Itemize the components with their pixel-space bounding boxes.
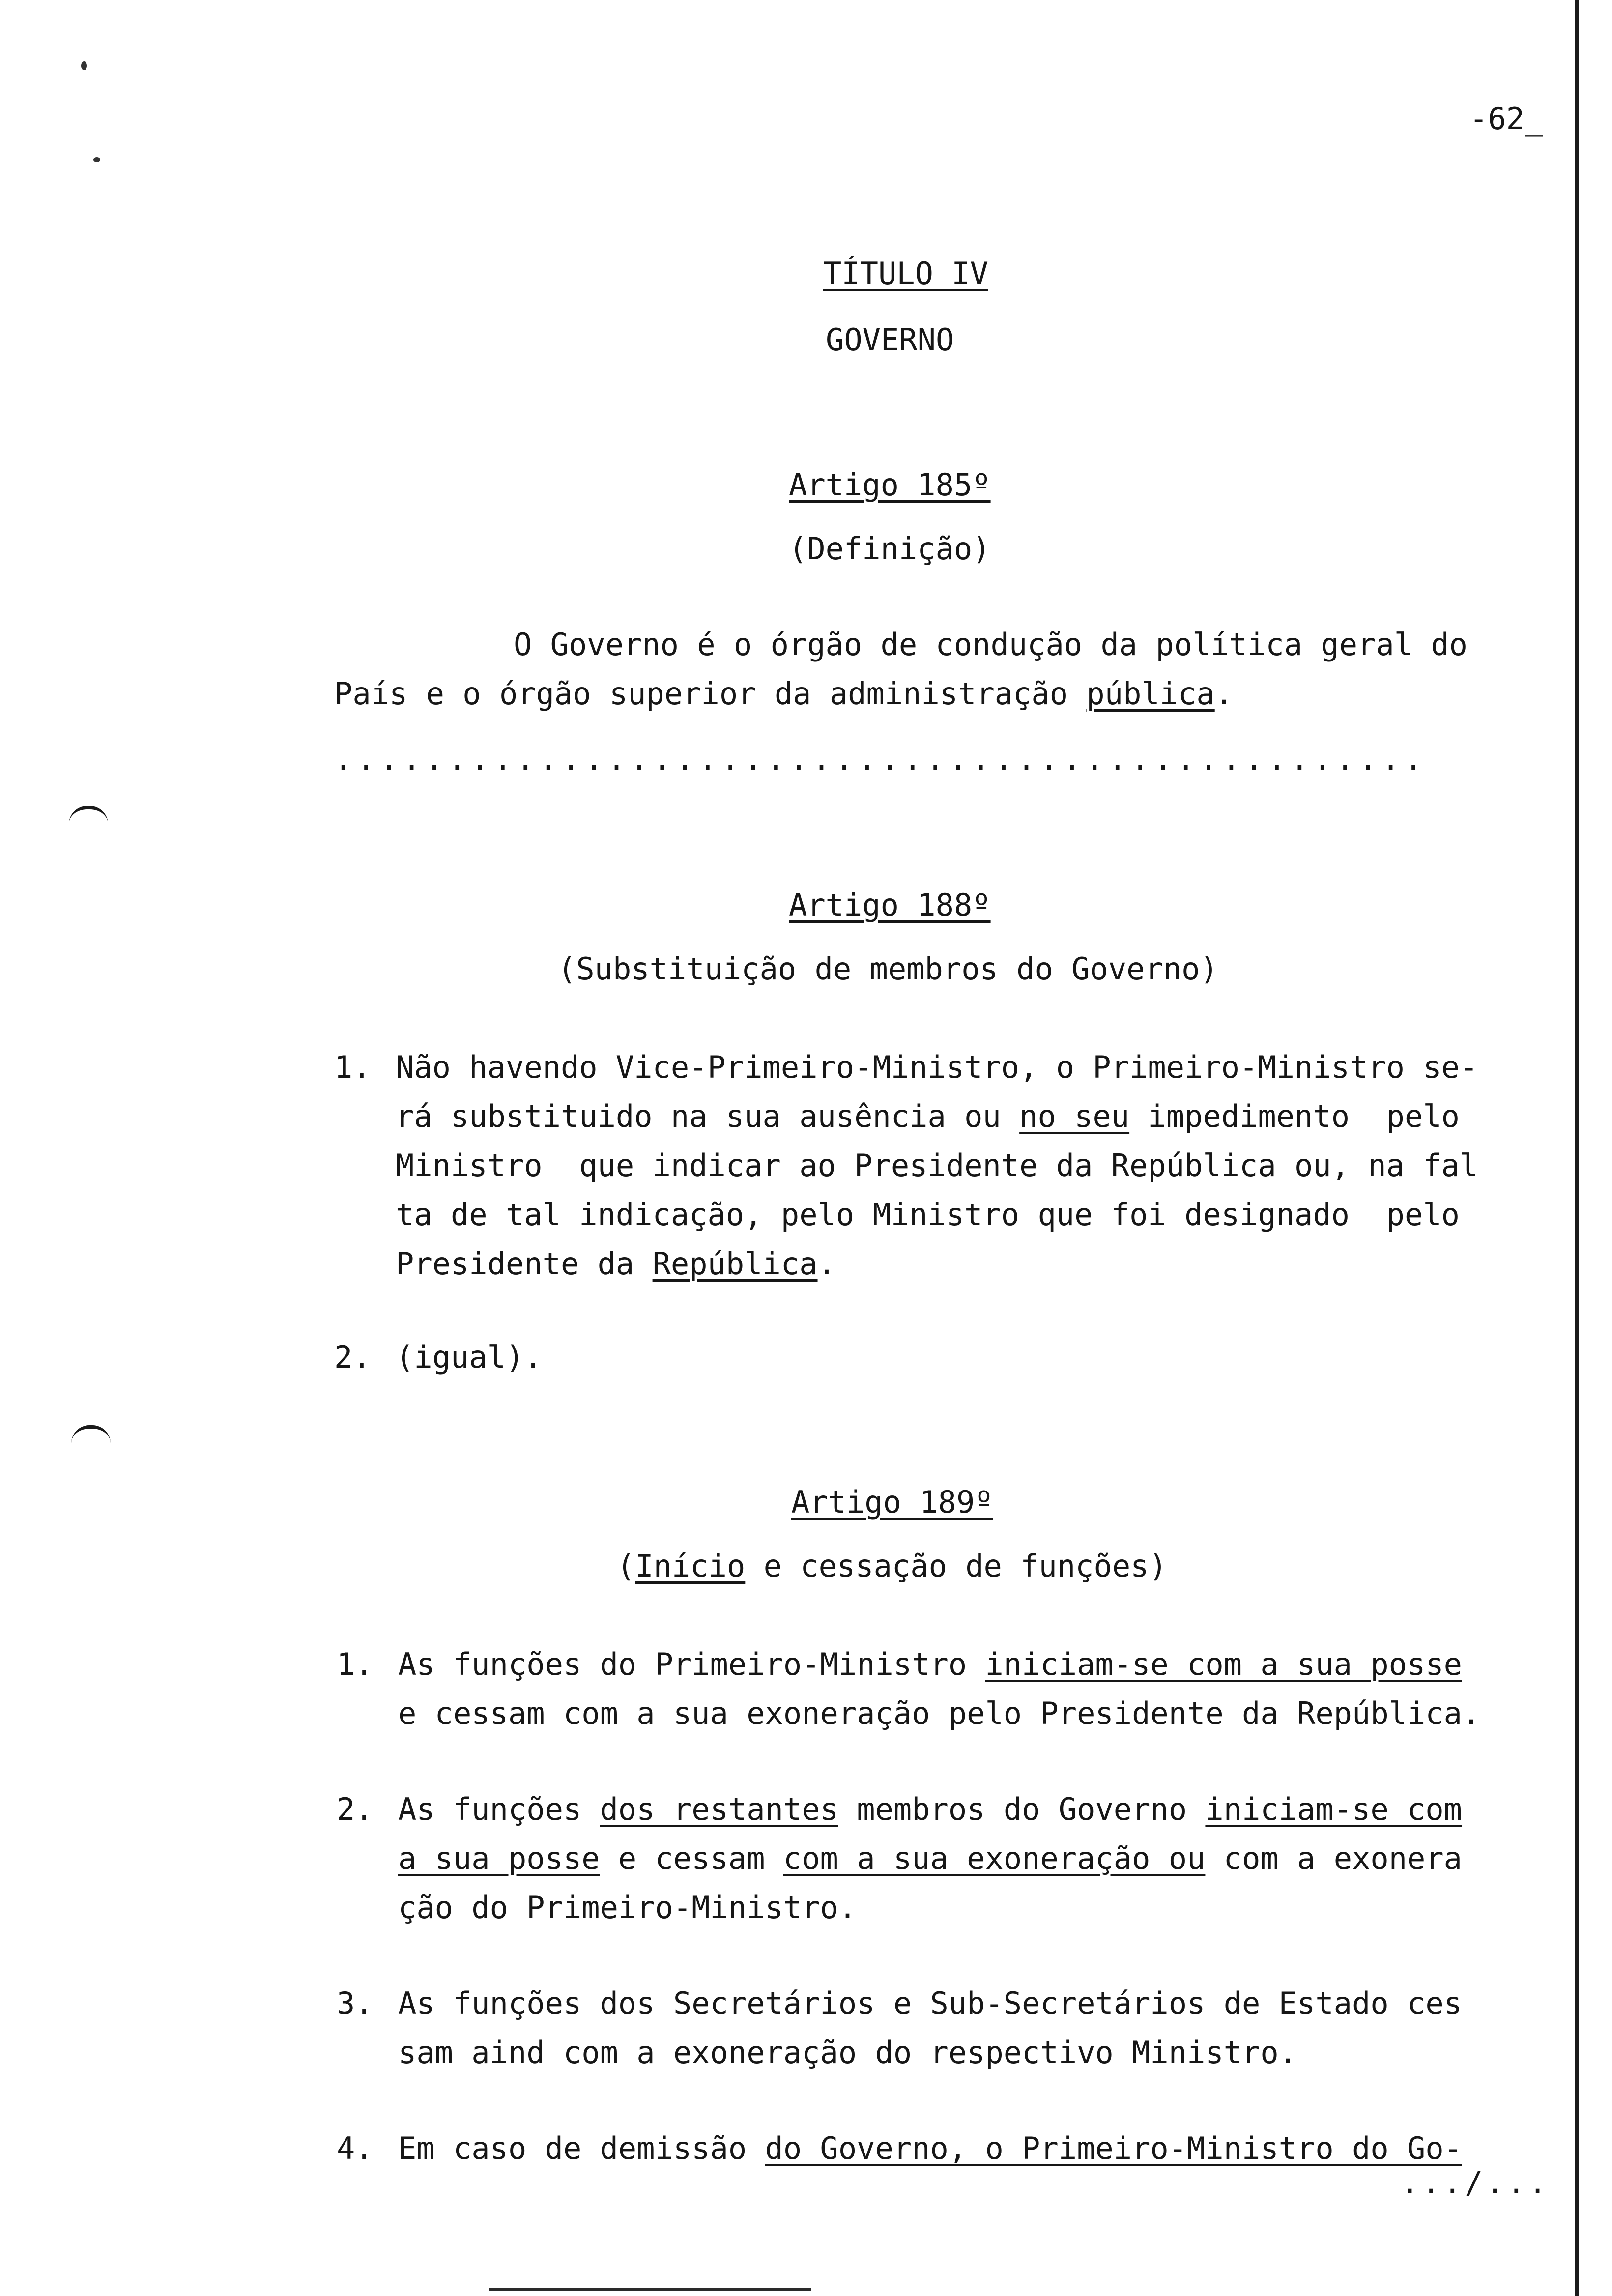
article-189-item-line: a sua posse e cessam com a sua exoneração ou com a exonera — [398, 1840, 1463, 1876]
article-189-item-line: As funções do Primeiro-Ministro iniciam-se com a sua posse — [398, 1646, 1462, 1682]
article-189-item-line: As funções dos restantes membros do Governo iniciam-se com — [398, 1791, 1463, 1827]
article-189-item-line: e cessam com a sua exoneração pelo Presidente da República. — [398, 1695, 1481, 1731]
article-189-item-line: As funções dos Secretários e Sub-Secretários de Estado ces — [398, 1985, 1462, 2021]
page-edge-rule — [1575, 0, 1579, 2296]
article-188-item-line: rá substituido na sua ausência ou no seu impedimento pelo — [396, 1098, 1460, 1134]
article-188-item-line: Não havendo Vice-Primeiro-Ministro, o Primeiro-Ministro se- — [396, 1049, 1478, 1085]
margin-scan-mark — [69, 806, 108, 824]
article-188-item-line: Ministro que indicar ao Presidente da República ou, na fal — [396, 1148, 1478, 1183]
article-188-item-number: 1. — [334, 1049, 371, 1085]
article-189-item-line: Em caso de demissão do Governo, o Primeiro-Ministro do Go- — [398, 2130, 1462, 2166]
margin-scan-mark — [71, 1425, 111, 1443]
bottom-scan-line — [489, 2288, 811, 2291]
article-189-item-number: 3. — [337, 1985, 374, 2021]
omission-dots: ................................................ — [334, 741, 1427, 777]
article-189-subtitle: (Início e cessação de funções) — [617, 1548, 1167, 1584]
article-185-subtitle: (Definição) — [789, 531, 991, 567]
article-189-item-line: ção do Primeiro-Ministro. — [398, 1890, 857, 1925]
article-189-item-number: 2. — [337, 1791, 374, 1827]
article-189-item-line: sam aind com a exoneração do respectivo Ministro. — [398, 2035, 1297, 2070]
article-188-item-line: ta de tal indicação, pelo Ministro que foi designado pelo — [396, 1197, 1460, 1233]
title-subheading: GOVERNO — [826, 322, 954, 358]
article-188-item-line: Presidente da República. — [396, 1246, 836, 1282]
article-185-heading: Artigo 185º — [789, 467, 991, 503]
article-188-heading: Artigo 188º — [789, 887, 991, 923]
page-number: -62_ — [1469, 101, 1543, 137]
article-188-subtitle: (Substituição de membros do Governo) — [558, 951, 1218, 987]
article-185-text-line: O Governo é o órgão de condução da política geral do — [514, 627, 1468, 662]
article-189-item-number: 1. — [337, 1646, 374, 1682]
article-188-item-number: 2. — [334, 1339, 371, 1375]
article-189-item-number: 4. — [337, 2130, 374, 2166]
continuation-mark: .../... — [1401, 2165, 1550, 2201]
article-185-text-line: País e o órgão superior da administração pública. — [334, 676, 1234, 712]
article-189-heading: Artigo 189º — [791, 1484, 993, 1520]
scan-speck — [93, 157, 100, 162]
title-heading: TÍTULO IV — [823, 256, 988, 291]
scan-speck — [81, 61, 87, 70]
article-188-item-line: (igual). — [396, 1339, 543, 1375]
